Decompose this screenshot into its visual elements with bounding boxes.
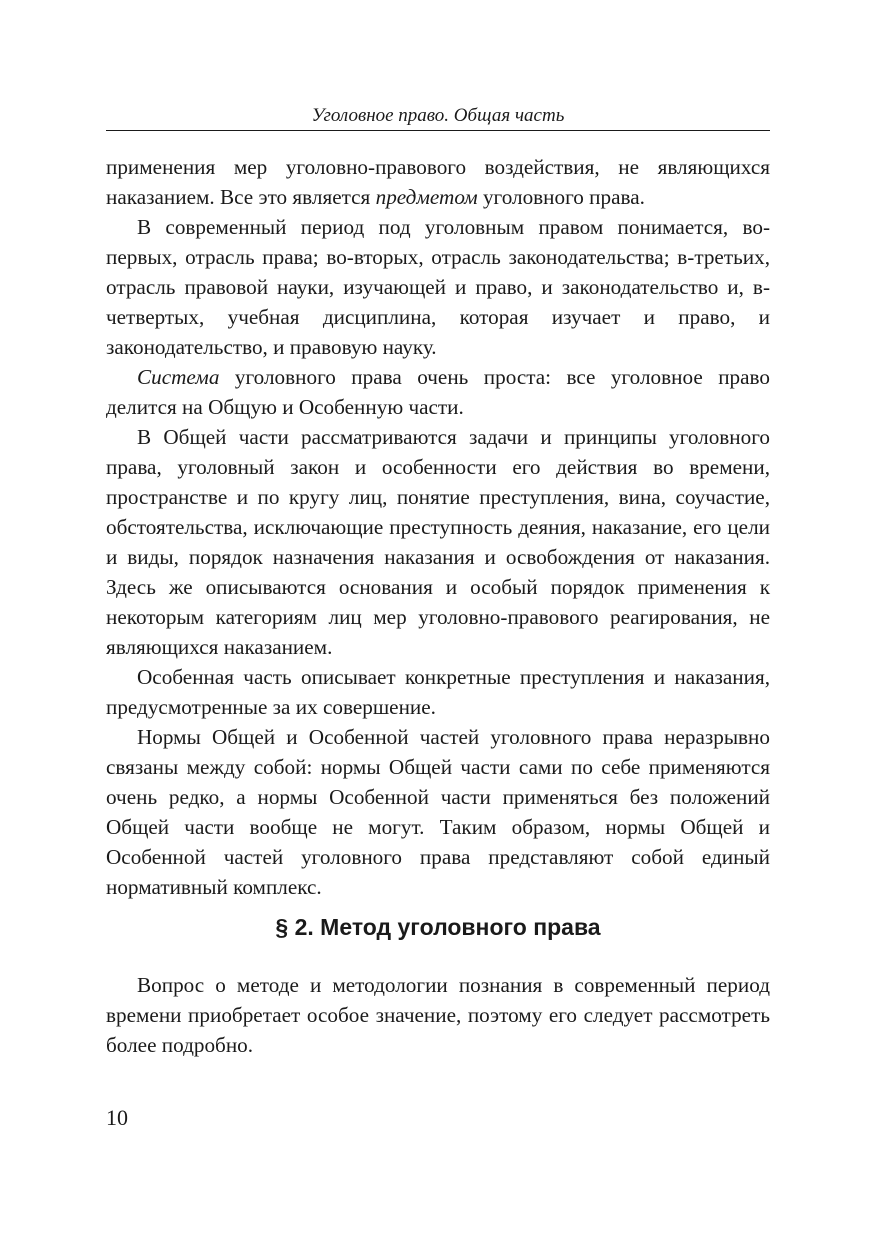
- paragraph-special-part: Особенная часть описывает конкретные преступления и наказания, предусмотренные за их совершение.: [106, 665, 770, 719]
- header-rule: [106, 130, 770, 131]
- section-heading: § 2. Метод уголовного права: [275, 914, 601, 940]
- paragraph-method: Вопрос о методе и методологии познания в современный период времени приобретает особое значение, поэтому его следует рассмотреть более подробно.: [106, 973, 770, 1057]
- paragraph-text: уголовного права.: [477, 185, 645, 209]
- page-number: 10: [106, 1105, 128, 1130]
- running-head: Уголовное право. Общая часть: [311, 105, 565, 126]
- paragraph-continuation: [106, 152, 770, 212]
- section-text: [106, 970, 770, 1060]
- body-text: [106, 152, 770, 902]
- emphasis-term-system: Система: [137, 365, 220, 389]
- paragraph-system: [106, 362, 770, 422]
- paragraph-norms: Нормы Общей и Особенной частей уголовного права неразрывно связаны между собой: нормы Общей части сами по себе применяются очень редко, а нормы Особенной части применяться без положений Общей части вообще не могут. Таким образом, нормы Общей и Особенной частей уголовного права представляют собой единый нормативный комплекс.: [106, 725, 770, 899]
- paragraph-text: применения мер уголовно-правового воздействия, не являющихся наказанием. Все это является: [106, 155, 770, 209]
- paragraph-definition: В современный период под уголовным правом понимается, во-первых, отрасль права; во-вторых, отрасль законодательства; в-третьих, отрасль правовой науки, изучающей и право, и законодательство и, в-четвертых, учебная дисциплина, которая изучает и право, и законодательство, и правовую науку.: [106, 215, 770, 359]
- paragraph-text: уголовного права очень проста: все уголовное право делится на Общую и Особенную части.: [106, 365, 770, 419]
- emphasis-term-subject: предметом: [375, 185, 478, 209]
- book-page: [106, 0, 770, 1240]
- paragraph-general-part: В Общей части рассматриваются задачи и принципы уголовного права, уголовный закон и особенности его действия во времени, пространстве и по кругу лиц, понятие преступления, вина, соучастие, обстоятельства, исключающие преступность деяния, наказание, его цели и виды, порядок назначения наказания и освобождения от наказания. Здесь же описываются основания и особый порядок применения к некоторым категориям лиц мер уголовно-правового реагирования, не являющихся наказанием.: [106, 425, 770, 659]
